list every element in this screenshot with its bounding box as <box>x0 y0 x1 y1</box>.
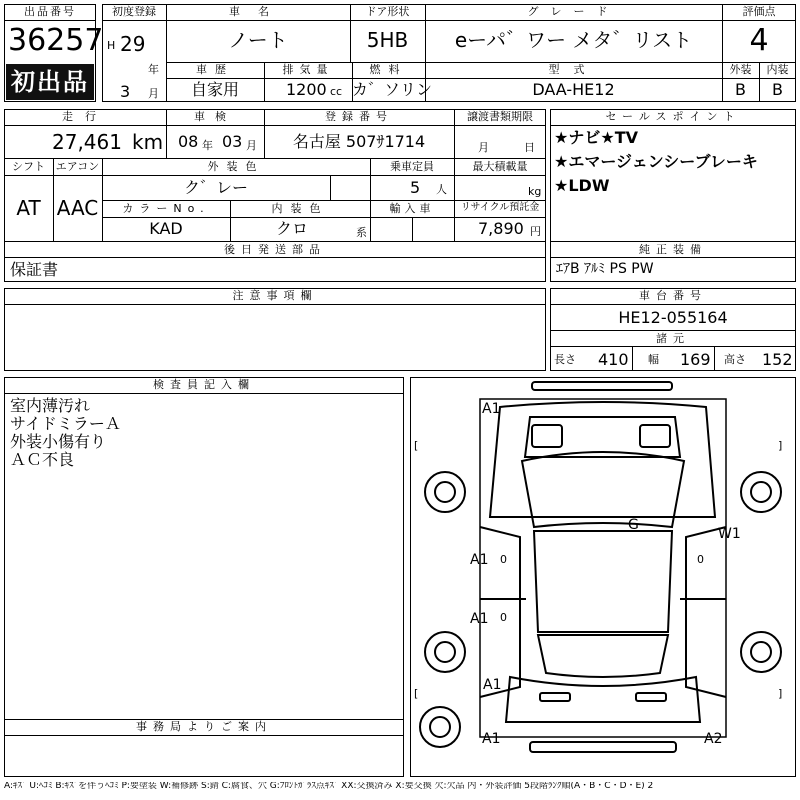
equipment-label: 純正装備 <box>639 243 707 256</box>
width: 169 <box>680 350 711 369</box>
inspector-note: 室内薄汚れ <box>10 396 91 415</box>
displacement-label: 排気量 <box>282 63 334 76</box>
int-color-label: 内装色 <box>271 202 329 215</box>
damage-mark: A1 <box>470 552 489 568</box>
reg-month: 3 <box>120 82 131 101</box>
sales-point: ★ナビ★TV <box>554 128 638 147</box>
capacity-unit: 人 <box>436 183 447 196</box>
lot-label: 出品番号 <box>24 5 76 18</box>
era: H <box>107 39 116 52</box>
reg-year-unit: 年 <box>148 63 159 76</box>
inspector-note: ＡＣ不良 <box>10 450 75 469</box>
int-color-unit: 系 <box>356 226 367 239</box>
inspection-label: 車検 <box>194 110 236 123</box>
mileage-unit: km <box>132 130 164 154</box>
inspector-note: サイドミラーＡ <box>10 414 121 433</box>
fuel-label: 燃料 <box>369 63 408 76</box>
inspector-note: 外装小傷有り <box>10 432 107 451</box>
shift-label: シフト <box>12 160 45 173</box>
grade: eーパ゛ワー メタ゛リスト <box>454 28 693 52</box>
exterior-grade: B <box>735 80 746 99</box>
damage-mark: A1 <box>482 731 501 747</box>
dims-label: 諸元 <box>656 332 690 345</box>
capacity-label: 乗車定員 <box>390 160 434 173</box>
ac: AAC <box>56 196 99 220</box>
recycle-unit: 円 <box>530 225 541 238</box>
ext-color-label: 外装色 <box>207 160 265 173</box>
load-unit: kg <box>528 185 542 198</box>
sales-label: セールスポイント <box>605 110 741 123</box>
reg-year: 29 <box>120 32 146 56</box>
displacement-unit: cc <box>330 85 343 98</box>
wheel <box>741 472 781 512</box>
inspection-year-unit: 年 <box>202 139 213 152</box>
model-label: 型式 <box>548 63 599 76</box>
office-label: 事務局よりご案内 <box>136 720 272 733</box>
notes-label: 注意事項欄 <box>232 289 318 302</box>
exterior-label: 外装 <box>729 63 752 76</box>
recycle-label: リサイクル預託金 <box>460 202 540 213</box>
mileage-label: 走行 <box>62 110 108 123</box>
recycle-fee: 7,890 <box>478 219 524 238</box>
later-parts-label: 後日発送部品 <box>224 243 326 256</box>
score: 4 <box>749 23 769 58</box>
score-label: 評価点 <box>742 5 776 18</box>
lot-number: 36257 <box>8 23 104 58</box>
load-label: 最大積載量 <box>472 160 528 173</box>
plate-number: 名古屋 507ｻ1714 <box>292 132 426 151</box>
wheel <box>741 632 781 672</box>
spare-wheel <box>420 707 460 747</box>
inspection-month-unit: 月 <box>246 139 257 152</box>
legend: A:ｷｽﾞ U:ﾍｺﾐ B:ｷｽﾞを伴うﾍｺﾐ P:要塗装 W:補修跡 S:錆 C:腐食、穴 G:ﾌﾛﾝﾄｶﾞﾗｽ点ｷｽﾞ XX:交換済み X:要交換 欠:欠品 内・外装評価 5段階ﾗﾝｸ順(A・B・C・D・E) 2 <box>4 782 654 791</box>
damage-mark: W1 <box>718 526 741 542</box>
wheel <box>425 472 465 512</box>
color-no-label: カラーNo. <box>122 202 210 215</box>
import-label: 輸入車 <box>389 202 435 215</box>
width-label: 幅 <box>648 353 659 366</box>
interior-label: 内装 <box>766 63 789 76</box>
chassis-label: 車台番号 <box>639 289 707 302</box>
mileage: 27,461 <box>52 130 122 154</box>
zero-mark: 0 <box>500 611 507 624</box>
damage-mark: A2 <box>704 731 723 747</box>
transfer-day-unit: 日 <box>524 141 535 154</box>
model-code: DAA-HE12 <box>532 80 615 99</box>
damage-mark: A1 <box>482 401 501 417</box>
car-diagram <box>410 377 796 777</box>
bracket-mark: [ <box>414 687 419 700</box>
capacity: 5 <box>410 178 421 197</box>
bracket-mark: ] <box>778 687 783 700</box>
bracket-mark: [ <box>414 439 419 452</box>
inspection-year: 08 <box>178 132 199 151</box>
car-name: ノート <box>228 28 288 52</box>
length-label: 長さ <box>554 353 576 366</box>
later-parts: 保証書 <box>10 260 59 279</box>
first-listing-badge: 初出品 <box>6 64 94 100</box>
ext-color: ク゛レー <box>183 178 248 197</box>
history-label: 車歴 <box>196 63 234 76</box>
ac-label: エアコン <box>55 160 100 173</box>
sales-point: ★エマージェンシーブレーキ <box>554 152 758 171</box>
car-name-label: 車名 <box>229 5 287 18</box>
interior-grade: B <box>772 80 783 99</box>
door-type: 5HB <box>366 28 409 52</box>
reg-month-unit: 月 <box>148 87 159 100</box>
zero-mark: 0 <box>500 553 507 566</box>
damage-mark: G <box>628 517 639 533</box>
color-no: KAD <box>149 219 183 238</box>
bracket-mark: ] <box>778 439 783 452</box>
door-label: ドア形状 <box>365 5 410 18</box>
equipment: ｴｱB ｱﾙﾐ PS PW <box>556 261 654 277</box>
history: 自家用 <box>190 80 239 99</box>
sales-point: ★LDW <box>554 176 610 195</box>
first-reg-label: 初度登録 <box>112 5 156 18</box>
fuel: カ゛ソリン <box>352 80 433 99</box>
transfer-month-unit: 月 <box>478 141 489 154</box>
inspector-label: 検査員記入欄 <box>153 378 255 391</box>
zero-mark: 0 <box>697 553 704 566</box>
height-label: 高さ <box>724 353 746 366</box>
displacement: 1200 <box>286 80 327 99</box>
plate-label: 登録番号 <box>325 110 393 123</box>
height: 152 <box>762 350 793 369</box>
damage-mark: A1 <box>470 611 489 627</box>
grade-label: グレード <box>527 5 620 18</box>
int-color: クロ <box>275 219 308 238</box>
transfer-label: 譲渡書類期限 <box>467 110 533 123</box>
inspection-month: 03 <box>222 132 243 151</box>
damage-mark: A1 <box>483 677 502 693</box>
chassis-number: HE12-055164 <box>618 308 728 327</box>
length: 410 <box>598 350 629 369</box>
shift: AT <box>16 196 41 220</box>
wheel <box>425 632 465 672</box>
